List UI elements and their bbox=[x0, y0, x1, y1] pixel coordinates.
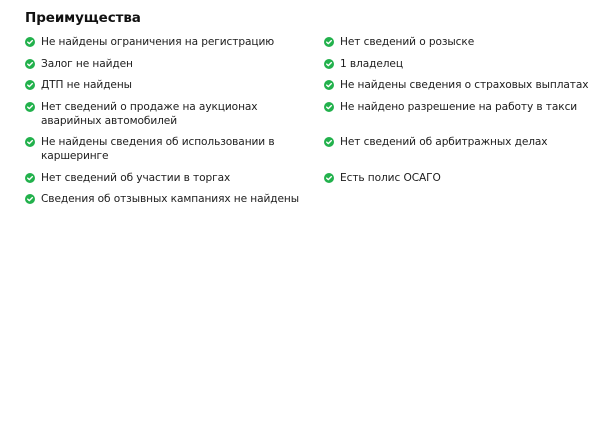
advantage-label: Не найдены сведения о страховых выплатах bbox=[340, 79, 589, 91]
check-circle-icon bbox=[324, 173, 334, 183]
advantage-label: ДТП не найдены bbox=[41, 79, 132, 91]
section-title: Преимущества bbox=[25, 10, 141, 26]
advantage-cell-right bbox=[324, 78, 596, 100]
advantage-label: Нет сведений об арбитражных делах bbox=[340, 136, 548, 148]
check-circle-icon bbox=[25, 102, 35, 112]
check-circle-icon bbox=[324, 137, 334, 147]
check-circle-icon bbox=[25, 59, 35, 69]
advantage-cell-left bbox=[25, 78, 324, 100]
advantage-cell-left bbox=[25, 57, 324, 79]
advantage-cell-right bbox=[324, 135, 596, 171]
advantage-cell-left bbox=[25, 35, 324, 57]
advantage-item-right-1 bbox=[324, 35, 596, 57]
check-circle-icon bbox=[25, 80, 35, 90]
check-circle-icon bbox=[324, 59, 334, 69]
advantage-cell-right bbox=[324, 171, 596, 193]
check-circle-icon bbox=[25, 173, 35, 183]
advantage-item-right-6 bbox=[324, 171, 596, 193]
advantage-label: Нет сведений о продаже на аукционах аварийных автомобилей bbox=[41, 100, 258, 127]
check-circle-icon bbox=[25, 194, 35, 204]
advantage-cell-right bbox=[324, 100, 596, 136]
advantage-item-left-7 bbox=[25, 192, 324, 214]
advantage-label: Залог не найден bbox=[41, 57, 133, 70]
advantage-cell-left bbox=[25, 171, 324, 193]
check-circle-icon bbox=[25, 37, 35, 47]
advantage-item-right-4 bbox=[324, 100, 596, 122]
advantage-label: Есть полис ОСАГО bbox=[340, 171, 441, 184]
advantage-label: Нет сведений об участии в торгах bbox=[41, 171, 231, 184]
advantage-label: Нет сведений о розыске bbox=[340, 36, 475, 48]
advantage-label: Не найдены сведения об использовании в каршеринге bbox=[41, 136, 275, 162]
advantage-cell-right bbox=[324, 192, 596, 214]
advantage-label: Не найдены ограничения на регистрацию bbox=[41, 36, 275, 48]
check-circle-icon bbox=[25, 137, 35, 147]
check-circle-icon bbox=[324, 80, 334, 90]
advantage-item-left-3 bbox=[25, 78, 324, 100]
advantage-item-left-5 bbox=[25, 135, 324, 171]
advantage-item-right-5 bbox=[324, 135, 596, 157]
advantage-item-left-1 bbox=[25, 35, 324, 57]
advantage-item-left-6 bbox=[25, 171, 324, 193]
advantage-label: Сведения об отзывных кампаниях не найдены bbox=[41, 193, 300, 205]
advantage-cell-right bbox=[324, 35, 596, 57]
advantage-label: Не найдено разрешение на работу в такси bbox=[340, 100, 578, 113]
advantages-list bbox=[25, 35, 596, 214]
advantage-cell-left bbox=[25, 192, 324, 214]
advantage-label: 1 владелец bbox=[340, 57, 403, 70]
advantage-item-right-3 bbox=[324, 78, 596, 100]
check-circle-icon bbox=[324, 37, 334, 47]
check-circle-icon bbox=[324, 102, 334, 112]
advantages-panel bbox=[0, 0, 596, 214]
advantage-cell-left bbox=[25, 100, 324, 136]
advantage-cell-left bbox=[25, 135, 324, 171]
advantage-item-left-2 bbox=[25, 57, 324, 79]
advantage-item-left-4 bbox=[25, 100, 324, 136]
advantage-item-right-2 bbox=[324, 57, 596, 79]
advantage-cell-right bbox=[324, 57, 596, 79]
